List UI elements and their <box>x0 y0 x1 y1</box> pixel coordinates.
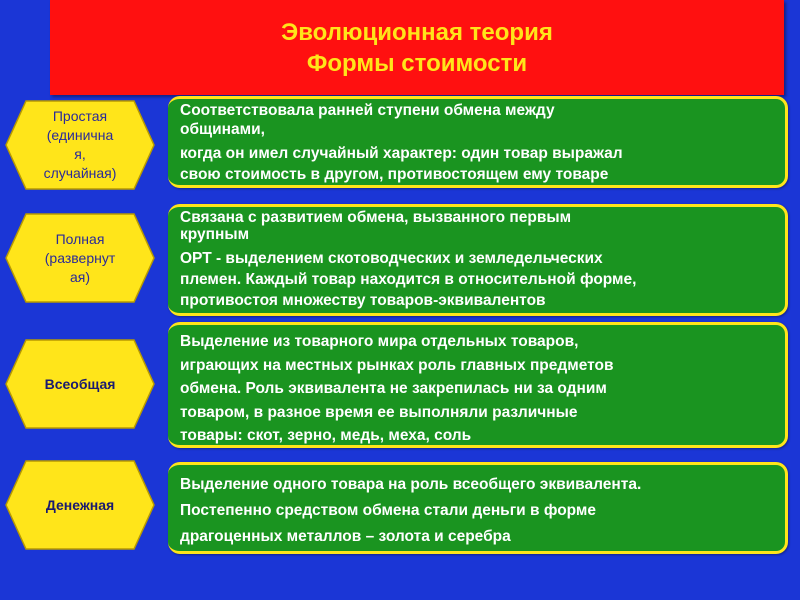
form-label-line: ая) <box>69 268 91 285</box>
description-line: общинами, <box>180 121 265 138</box>
form-label-hexagon-money <box>4 459 156 551</box>
description-line: крупным <box>180 226 250 243</box>
description-line: когда он имел случайный характер: один товар выражал <box>180 145 623 162</box>
form-label-money <box>22 459 138 551</box>
page-title: Эволюционная теория <box>281 18 553 46</box>
description-line: свою стоимость в другом, противостоящем ему товаре <box>180 166 609 183</box>
description-line: драгоценных металлов – золота и серебра <box>180 528 511 545</box>
form-label-hexagon-general <box>4 338 156 430</box>
description-line: Связана с развитием обмена, вызванного первым <box>180 209 572 226</box>
form-label-line: (единична <box>46 127 114 143</box>
form-description-general <box>168 322 788 448</box>
form-label-line: Денежная <box>45 496 115 513</box>
description-line: обмена. Роль эквивалента не закрепилась ни за одним <box>180 380 607 397</box>
description-line: играющих на местных рынках роль главных предметов <box>180 356 614 374</box>
form-description-money <box>168 462 788 554</box>
description-line: товаром, в разное время ее выполняли различные <box>180 403 578 421</box>
description-line: Постепенно средством обмена стали деньги в форме <box>180 502 597 519</box>
form-label-line: Простая <box>52 108 108 124</box>
description-line: Выделение одного товара на роль всеобщего эквивалента. <box>180 476 642 493</box>
form-label-line: Полная <box>55 230 105 247</box>
description-line: Выделение из товарного мира отдельных товаров, <box>180 333 579 350</box>
description-line: племен. Каждый товар находится в относительной форме, <box>180 271 637 288</box>
title-banner <box>50 0 784 95</box>
form-label-simple <box>22 99 138 191</box>
page-subtitle: Формы стоимости <box>306 49 528 77</box>
form-description-full <box>168 204 788 316</box>
form-label-line: (развернут <box>44 249 116 266</box>
description-line: ОРТ - выделением скотоводческих и земледельческих <box>180 250 603 267</box>
form-label-full <box>22 212 138 304</box>
form-label-hexagon-simple <box>4 99 156 191</box>
form-label-general <box>22 338 138 430</box>
description-line: Соответствовала ранней ступени обмена между <box>180 102 555 119</box>
form-description-simple <box>168 96 788 188</box>
form-label-hexagon-full <box>4 212 156 304</box>
description-line: товары: скот, зерно, медь, меха, соль <box>180 427 472 444</box>
form-label-line: случайная) <box>43 165 117 181</box>
form-label-line: Всеобщая <box>44 375 116 392</box>
form-label-line: я, <box>74 146 86 162</box>
description-line: противостоя множеству товаров-эквивалентов <box>180 292 546 309</box>
